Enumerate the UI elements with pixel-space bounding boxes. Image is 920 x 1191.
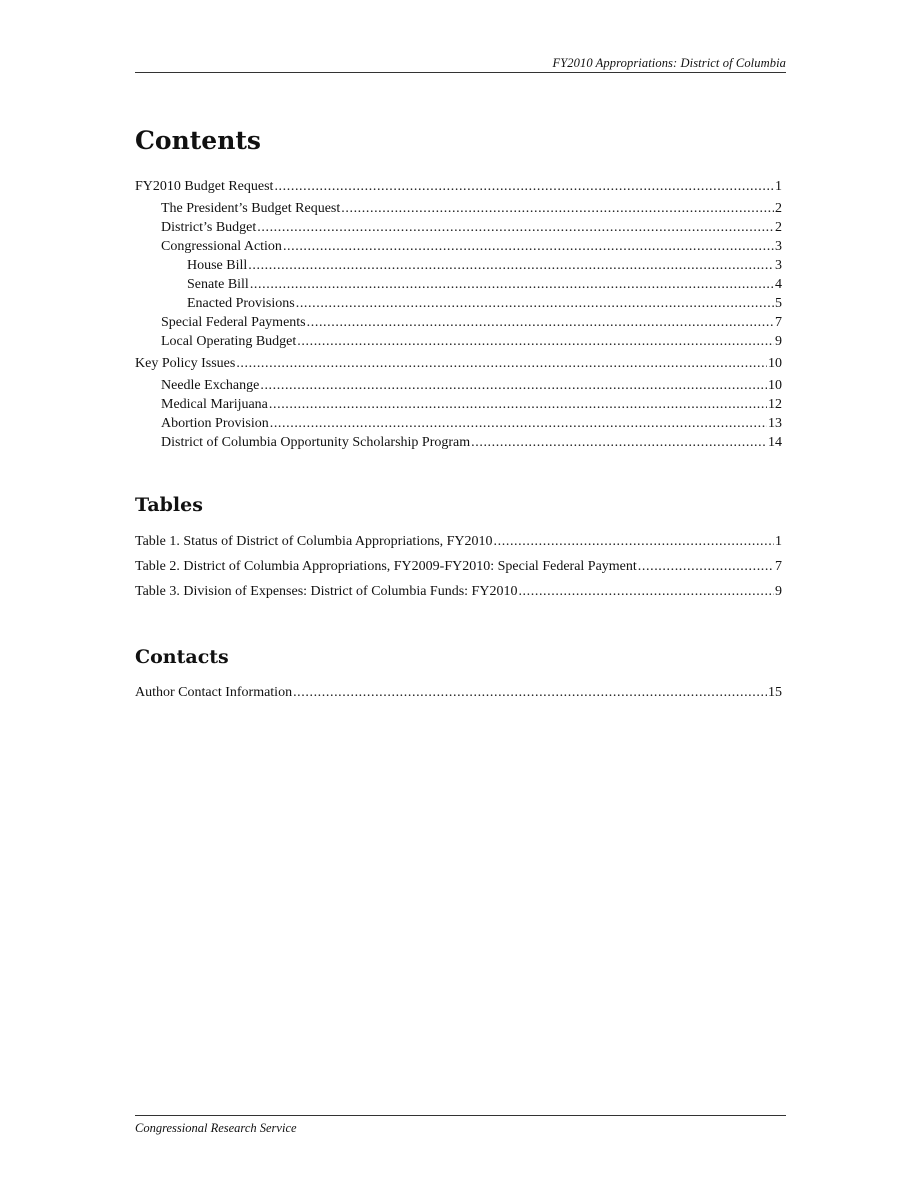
toc-dot-leader [296, 294, 774, 313]
toc-entry[interactable] [135, 433, 782, 452]
toc-entry-page: 2 [775, 201, 782, 216]
toc-dot-leader [307, 313, 774, 332]
tables-toc-list [135, 532, 782, 607]
toc-entry-title: Abortion Provision [161, 416, 269, 431]
toc-entry[interactable] [135, 332, 782, 351]
toc-entry[interactable] [135, 414, 782, 433]
toc-dot-leader [494, 532, 774, 551]
toc-entry[interactable] [135, 199, 782, 218]
toc-entry-title: Congressional Action [161, 239, 282, 254]
toc-dot-leader [248, 256, 774, 275]
toc-entry-page: 7 [775, 315, 782, 330]
tables-heading: Tables [135, 494, 203, 516]
toc-entry-title: Needle Exchange [161, 378, 260, 393]
toc-entry-page: 9 [775, 334, 782, 349]
toc-entry-page: 3 [775, 239, 782, 254]
toc-entry[interactable] [135, 237, 782, 256]
toc-entry-page: 14 [768, 435, 782, 450]
toc-dot-leader [518, 582, 774, 601]
toc-dot-leader [260, 376, 767, 395]
contacts-toc-list [135, 683, 782, 702]
toc-entry[interactable] [135, 354, 782, 373]
toc-entry-title: Medical Marijuana [161, 397, 268, 412]
toc-entry-page: 2 [775, 220, 782, 235]
toc-entry[interactable] [135, 218, 782, 237]
toc-dot-leader [257, 218, 774, 237]
toc-entry-title: Key Policy Issues [135, 356, 236, 371]
contacts-heading: Contacts [135, 646, 229, 668]
toc-entry-title: House Bill [187, 258, 248, 273]
toc-dot-leader [269, 395, 767, 414]
toc-entry[interactable] [135, 256, 782, 275]
toc-dot-leader [236, 354, 767, 373]
toc-dot-leader [471, 433, 767, 452]
contents-toc-list [135, 177, 782, 452]
toc-entry[interactable] [135, 532, 782, 557]
toc-entry-title: Author Contact Information [135, 685, 293, 700]
toc-dot-leader [297, 332, 774, 351]
running-header-title: FY2010 Appropriations: District of Columbia [552, 56, 786, 70]
toc-entry[interactable] [135, 557, 782, 582]
toc-entry-title: District’s Budget [161, 220, 257, 235]
toc-entry-page: 7 [775, 559, 782, 574]
toc-dot-leader [270, 414, 767, 433]
toc-entry-title: Special Federal Payments [161, 315, 306, 330]
toc-entry[interactable] [135, 294, 782, 313]
footer-divider [135, 1115, 786, 1116]
toc-entry[interactable] [135, 177, 782, 196]
toc-entry-title: The President’s Budget Request [161, 201, 341, 216]
toc-dot-leader [250, 275, 774, 294]
toc-entry-title: Local Operating Budget [161, 334, 297, 349]
toc-entry[interactable] [135, 582, 782, 607]
toc-entry-page: 5 [775, 296, 782, 311]
toc-entry-title: Senate Bill [187, 277, 249, 292]
toc-entry-title: Enacted Provisions [187, 296, 295, 311]
toc-entry-page: 13 [768, 416, 782, 431]
header-divider [135, 72, 786, 73]
toc-entry-page: 1 [775, 179, 782, 194]
toc-entry-page: 4 [775, 277, 782, 292]
toc-dot-leader [341, 199, 774, 218]
toc-entry-page: 1 [775, 534, 782, 549]
toc-entry-title: Table 3. Division of Expenses: District of Columbia Funds: FY2010 [135, 584, 518, 599]
toc-dot-leader [293, 683, 767, 702]
toc-entry-page: 15 [768, 685, 782, 700]
toc-entry-title: Table 2. District of Columbia Appropriations, FY2009-FY2010: Special Federal Payment [135, 559, 637, 574]
toc-dot-leader [283, 237, 774, 256]
toc-entry-page: 3 [775, 258, 782, 273]
toc-entry-page: 10 [768, 378, 782, 393]
toc-entry-title: District of Columbia Opportunity Scholarship Program [161, 435, 471, 450]
toc-dot-leader [274, 177, 774, 196]
running-footer-organization: Congressional Research Service [135, 1121, 297, 1135]
toc-entry[interactable] [135, 275, 782, 294]
toc-entry-page: 12 [768, 397, 782, 412]
toc-entry[interactable] [135, 313, 782, 332]
toc-entry-title: FY2010 Budget Request [135, 179, 274, 194]
toc-dot-leader [638, 557, 774, 576]
toc-entry[interactable] [135, 683, 782, 702]
toc-entry-title: Table 1. Status of District of Columbia Appropriations, FY2010 [135, 534, 493, 549]
toc-entry[interactable] [135, 376, 782, 395]
toc-entry[interactable] [135, 395, 782, 414]
contents-heading: Contents [135, 126, 262, 155]
toc-entry-page: 9 [775, 584, 782, 599]
toc-entry-page: 10 [768, 356, 782, 371]
